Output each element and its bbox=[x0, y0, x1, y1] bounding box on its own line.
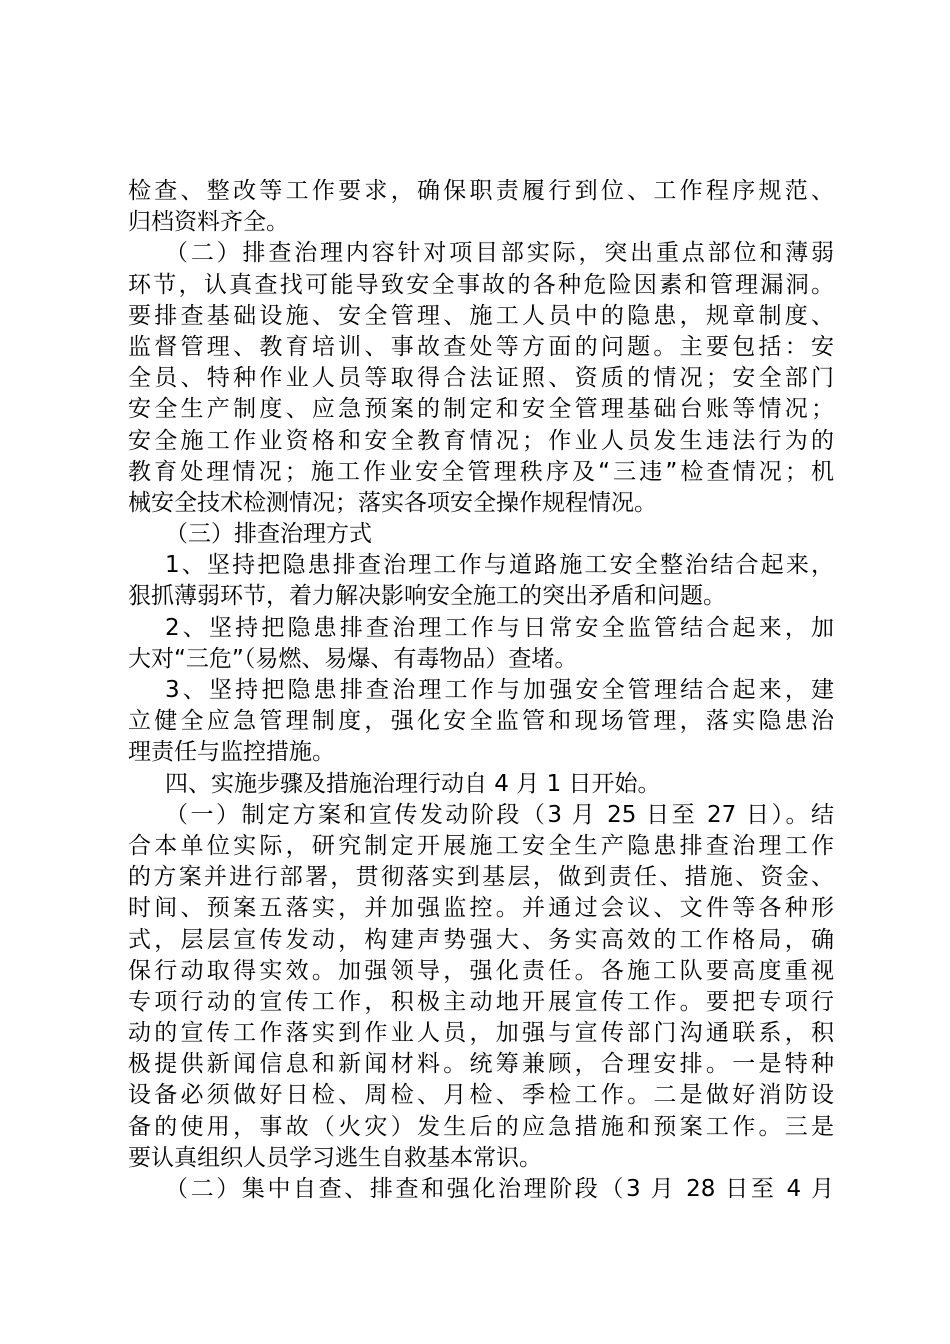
text-line: 四、实施步骤及措施治理行动自 4 月 1 日开始。 bbox=[165, 770, 661, 797]
text-line: 全员、特种作业人员等取得合法证照、资质的情况；安全部门 bbox=[128, 365, 834, 392]
text-line: 时间、预案五落实，并加强监控。并通过会议、文件等各种形 bbox=[128, 895, 834, 922]
text-line: 式，层层宣传发动，构建声势强大、务实高效的工作格局，确 bbox=[128, 926, 834, 953]
text-line: 要排查基础设施、安全管理、施工人员中的隐患，规章制度、 bbox=[128, 302, 834, 329]
text-line: 2、坚持把隐患排查治理工作与日常安全监管结合起来，加 bbox=[165, 614, 834, 641]
text-line: 立健全应急管理制度，强化安全监管和现场管理，落实隐患治 bbox=[128, 708, 834, 735]
text-line: 检查、整改等工作要求，确保职责履行到位、工作程序规范、 bbox=[128, 178, 834, 204]
text-line: 保行动取得实效。加强领导，强化责任。各施工队要高度重视 bbox=[128, 957, 834, 984]
text-line: 理责任与监控措施。 bbox=[128, 739, 335, 766]
text-line: 械安全技术检测情况；落实各项安全操作规程情况。 bbox=[128, 489, 657, 516]
text-line: 安全生产制度、应急预案的制定和安全管理基础台账等情况； bbox=[128, 396, 834, 423]
text-line: 动的宣传工作落实到作业人员，加强与宣传部门沟通联系，积 bbox=[128, 1020, 834, 1047]
text-line: 归档资料齐全。 bbox=[128, 209, 289, 236]
text-line: 狠抓薄弱环节，着力解决影响安全施工的突出矛盾和问题。 bbox=[128, 583, 726, 610]
text-line: 教育处理情况；施工作业安全管理秩序及“三违”检查情况；机 bbox=[128, 458, 834, 485]
text-line: 大对“三危”（易燃、易爆、有毒物品）查堵。 bbox=[128, 645, 578, 672]
text-line: 安全施工作业资格和安全教育情况；作业人员发生违法行为的 bbox=[128, 427, 834, 454]
text-line: （二）排查治理内容针对项目部实际，突出重点部位和薄弱 bbox=[165, 240, 834, 267]
text-line: 环节，认真查找可能导致安全事故的各种危险因素和管理漏洞。 bbox=[128, 271, 834, 298]
text-line: 1、坚持把隐患排查治理工作与道路施工安全整治结合起来， bbox=[165, 552, 834, 579]
text-line: 要认真组织人员学习逃生自救基本常识。 bbox=[128, 1144, 542, 1171]
text-line: 合本单位实际，研究制定开展施工安全生产隐患排查治理工作 bbox=[128, 832, 834, 859]
text-line: 专项行动的宣传工作，积极主动地开展宣传工作。要把专项行 bbox=[128, 988, 834, 1015]
text-line: 备的使用，事故（火灾）发生后的应急措施和预案工作。三是 bbox=[128, 1113, 834, 1140]
text-line: 3、坚持把隐患排查治理工作与加强安全管理结合起来，建 bbox=[165, 677, 834, 703]
text-line: （三）排查治理方式 bbox=[165, 521, 372, 548]
text-line: 监督管理、教育培训、事故查处等方面的问题。主要包括：安 bbox=[128, 333, 834, 360]
text-line: 极提供新闻信息和新闻材料。统筹兼顾，合理安排。一是特种 bbox=[128, 1051, 834, 1078]
document-body bbox=[128, 176, 834, 1205]
text-line: 设备必须做好日检、周检、月检、季检工作。二是做好消防设 bbox=[128, 1082, 834, 1109]
text-line: （二）集中自查、排查和强化治理阶段（3 月 28 日至 4 月 bbox=[165, 1176, 834, 1202]
text-line: 的方案并进行部署，贯彻落实到基层，做到责任、措施、资金、 bbox=[128, 864, 834, 891]
text-line: （一）制定方案和宣传发动阶段（3 月 25 日至 27 日）。结 bbox=[165, 801, 834, 828]
